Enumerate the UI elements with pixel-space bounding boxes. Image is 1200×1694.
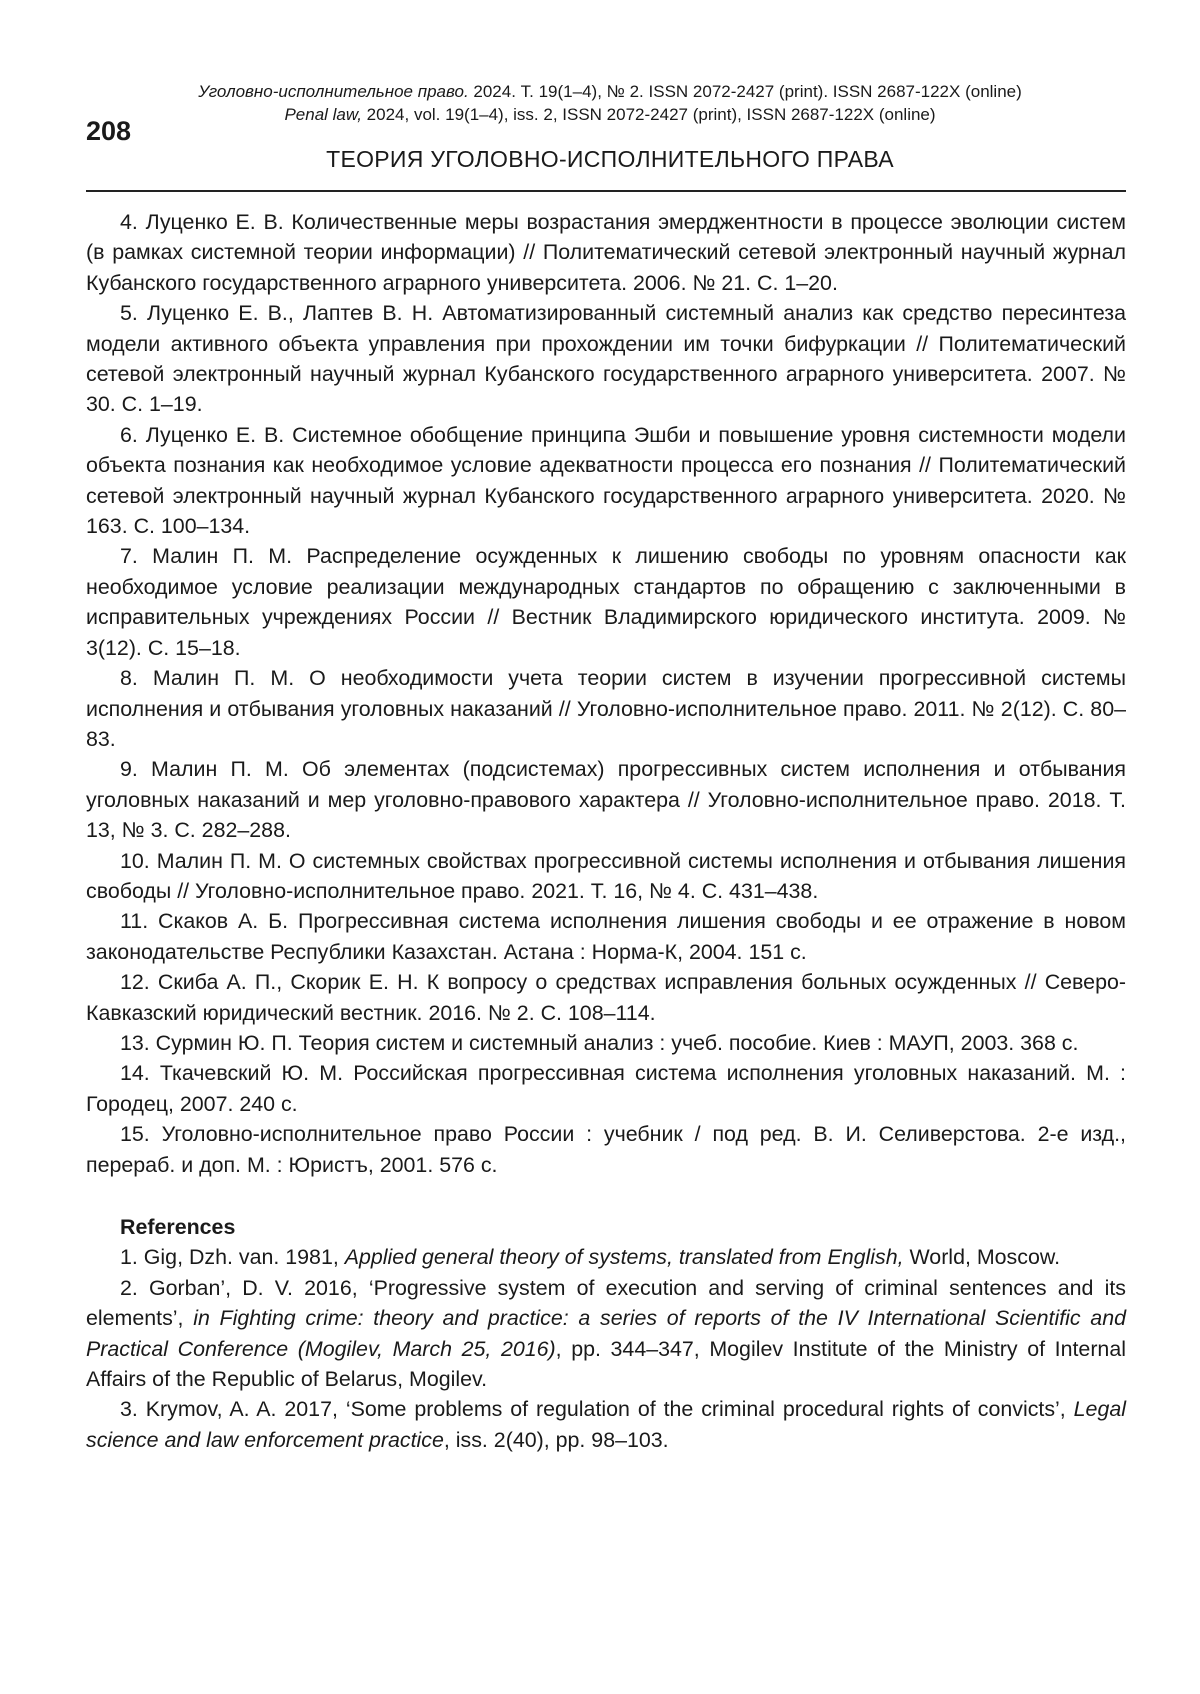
reference-item-en bbox=[86, 1273, 1126, 1395]
journal-citation-en bbox=[86, 104, 1126, 126]
reference-item: 11. Скаков А. Б. Прогрессивная система исполнения лишения свободы и ее отражение в новом законодательстве Республики Казахстан. Астана : Норма-К, 2004. 151 с. bbox=[86, 909, 1126, 964]
references-list-ru bbox=[86, 207, 1126, 1180]
reference-item: 10. Малин П. М. О системных свойствах прогрессивной системы исполнения и отбывания лишения свободы // Уголовно-исполнительное право. 2021. Т. 16, № 4. С. 431–438. bbox=[86, 848, 1126, 903]
running-header bbox=[86, 76, 1126, 184]
journal-citation-ru bbox=[86, 81, 1126, 103]
reference-item: 7. Малин П. М. Распределение осужденных к лишению свободы по уровням опасности как необходимое условие реализации международных стандартов по обращению с заключенными в исправительных учреждениях России // Вестник Владимирского юридического института. 2009. № 3(12). С. 15–18. bbox=[86, 544, 1126, 660]
reference-item: 15. Уголовно-исполнительное право России : учебник / под ред. В. И. Селиверстова. 2-е изд., перераб. и доп. М. : Юристъ, 2001. 576 с. bbox=[86, 1122, 1126, 1177]
reference-tail: , iss. 2(40), pp. 98–103. bbox=[443, 1427, 669, 1452]
reference-item: 4. Луценко Е. В. Количественные меры возрастания эмерджентности в процессе эволюции систем (в рамках системной теории информации) // Политематический сетевой электронный научный журнал Кубанского государственного аграрного университета. 2006. № 21. С. 1–20. bbox=[86, 210, 1126, 295]
reference-title: Applied general theory of systems, translated from English, bbox=[344, 1245, 904, 1270]
journal-name-en: Penal law, bbox=[284, 105, 362, 124]
reference-lead: 3. Krymov, A. A. 2017, ‘Some problems of regulation of the criminal procedural rights of convicts’, bbox=[120, 1397, 1074, 1422]
reference-lead: 2. Gorban’, D. V. 2016, ‘Progressive system of execution and serving of criminal sentences and its elements’, bbox=[86, 1275, 1126, 1331]
reference-item: 6. Луценко Е. В. Системное обобщение принципа Эшби и повышение уровня системности модели объекта познания как необходимое условие адекватности процесса его познания // Политематический сетевой электронный научный журнал Кубанского государственного аграрного университета. 2020. № 163. С. 100–134. bbox=[86, 422, 1126, 539]
reference-item: 13. Сурмин Ю. П. Теория систем и системный анализ : учеб. пособие. Киев : МАУП, 2003. 368 с. bbox=[120, 1030, 1079, 1055]
page bbox=[86, 76, 1126, 1455]
reference-tail: World, Moscow. bbox=[903, 1245, 1061, 1270]
header-divider bbox=[86, 190, 1126, 192]
page-number: 208 bbox=[86, 116, 132, 146]
references-heading: References bbox=[120, 1215, 236, 1239]
reference-item: 14. Ткачевский Ю. М. Российская прогрессивная система исполнения уголовных наказаний. М. : Городец, 2007. 240 с. bbox=[86, 1061, 1126, 1116]
journal-issue-ru: 2024. Т. 19(1–4), № 2. ISSN 2072-2427 (print). ISSN 2687-122X (online) bbox=[468, 82, 1022, 101]
journal-name-ru: Уголовно-исполнительное право. bbox=[198, 82, 469, 101]
reference-item: 8. Малин П. М. О необходимости учета теории систем в изучении прогрессивной системы исполнения и отбывания уголовных наказаний // Уголовно-исполнительное право. 2011. № 2(12). С. 80–83. bbox=[86, 666, 1126, 751]
references-list-en bbox=[86, 1242, 1126, 1455]
section-title: ТЕОРИЯ УГОЛОВНО-ИСПОЛНИТЕЛЬНОГО ПРАВА bbox=[326, 146, 894, 172]
reference-title: in Fighting crime: theory and practice: a series of reports of the IV International Scientific and Practical Conference (Mogilev, March 25, 2016) bbox=[86, 1306, 1126, 1361]
reference-item: 5. Луценко Е. В., Лаптев В. Н. Автоматизированный системный анализ как средство пересинтеза модели активного объекта управления при прохождении им точки бифуркации // Политематический сетевой электронный научный журнал Кубанского государственного аграрного университета. 2007. № 30. С. 1–19. bbox=[86, 301, 1126, 417]
reference-item-en bbox=[86, 1394, 1126, 1455]
reference-item: 12. Скиба А. П., Скорик Е. Н. К вопросу о средствах исправления больных осужденных // Северо-Кавказский юридический вестник. 2016. № 2. С. 108–114. bbox=[86, 970, 1126, 1025]
journal-issue-en: 2024, vol. 19(1–4), iss. 2, ISSN 2072-2427 (print), ISSN 2687-122X (online) bbox=[361, 105, 936, 124]
reference-tail: , pp. 344–347, Mogilev Institute of the Ministry of Internal Affairs of the Republic of Belarus, Mogilev. bbox=[86, 1336, 1126, 1392]
reference-lead: 1. Gig, Dzh. van. 1981, bbox=[120, 1245, 345, 1270]
reference-title: Legal science and law enforcement practice bbox=[86, 1397, 1126, 1452]
reference-item-en bbox=[86, 1242, 1126, 1272]
reference-item: 9. Малин П. М. Об элементах (подсистемах) прогрессивных систем исполнения и отбывания уголовных наказаний и мер уголовно-правового характера // Уголовно-исполнительное право. 2018. Т. 13, № 3. С. 282–288. bbox=[86, 757, 1126, 843]
